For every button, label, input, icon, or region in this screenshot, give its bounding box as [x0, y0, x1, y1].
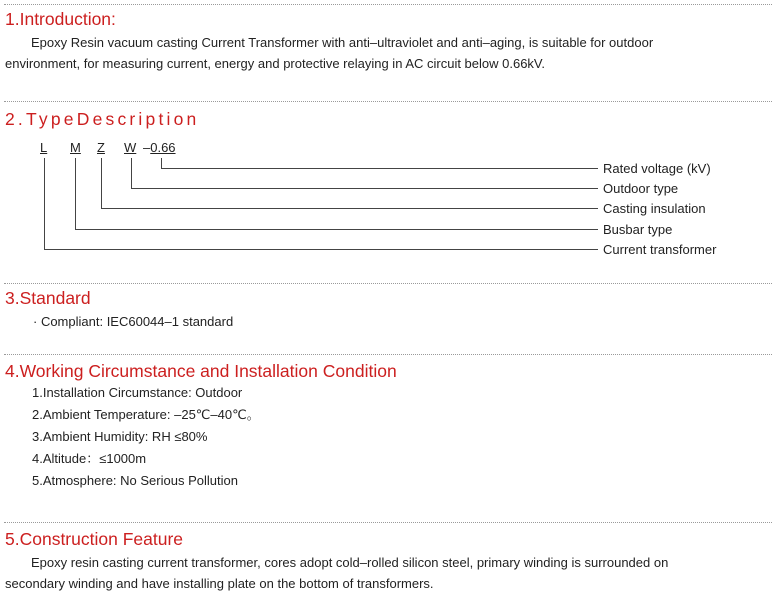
connector-current-transformer — [45, 158, 599, 250]
standard-heading: 3.Standard — [5, 288, 91, 308]
section-divider — [4, 354, 772, 355]
construction-heading: 5.Construction Feature — [5, 529, 184, 549]
legend-casting-insulation: Casting insulation — [603, 201, 706, 216]
condition-installation: 1.Installation Circumstance: Outdoor — [32, 385, 243, 400]
construction-text — [5, 552, 770, 594]
introduction-text-line2: environment, for measuring current, energy and protective relaying in AC circuit below 0.66kV. — [5, 56, 546, 71]
section-divider — [4, 522, 772, 523]
legend-current-transformer: Current transformer — [603, 242, 717, 257]
legend-busbar-type: Busbar type — [603, 222, 673, 237]
connector-rated-voltage — [162, 158, 599, 169]
condition-temperature: 2.Ambient Temperature: –25℃–40℃。 — [32, 407, 260, 422]
connector-casting-insulation — [102, 158, 599, 209]
code-letter-z: Z — [97, 140, 105, 155]
condition-altitude: 4.Altitude：≤1000m — [32, 451, 147, 466]
working-conditions-heading: 4.Working Circumstance and Installation Condition — [5, 361, 397, 381]
introduction-heading: 1.Introduction: — [5, 9, 116, 29]
connector-outdoor-type — [132, 158, 599, 189]
construction-text-line2: secondary winding and have installing plate on the bottom of transformers. — [5, 576, 434, 591]
type-description-heading: 2.TypeDescription — [5, 109, 200, 129]
condition-humidity: 3.Ambient Humidity: RH ≤80% — [32, 429, 208, 444]
legend-outdoor-type: Outdoor type — [603, 181, 679, 196]
section-divider — [4, 283, 772, 284]
construction-text-line1: Epoxy resin casting current transformer, cores adopt cold–rolled silicon steel, primary winding is surrounded on — [31, 555, 669, 570]
standard-item: · Compliant: IEC60044–1 standard — [33, 314, 234, 329]
code-letter-w: W — [124, 140, 137, 155]
code-letter-l: L — [40, 140, 48, 155]
legend-rated-voltage: Rated voltage (kV) — [603, 161, 711, 176]
condition-atmosphere: 5.Atmosphere: No Serious Pollution — [32, 473, 238, 488]
introduction-text-line1: Epoxy Resin vacuum casting Current Transformer with anti–ultraviolet and anti–aging, is suitable for outdoor — [31, 35, 654, 50]
code-dash: – — [143, 140, 151, 155]
code-voltage-value: 0.66 — [150, 140, 176, 155]
code-letter-m: M — [70, 140, 81, 155]
